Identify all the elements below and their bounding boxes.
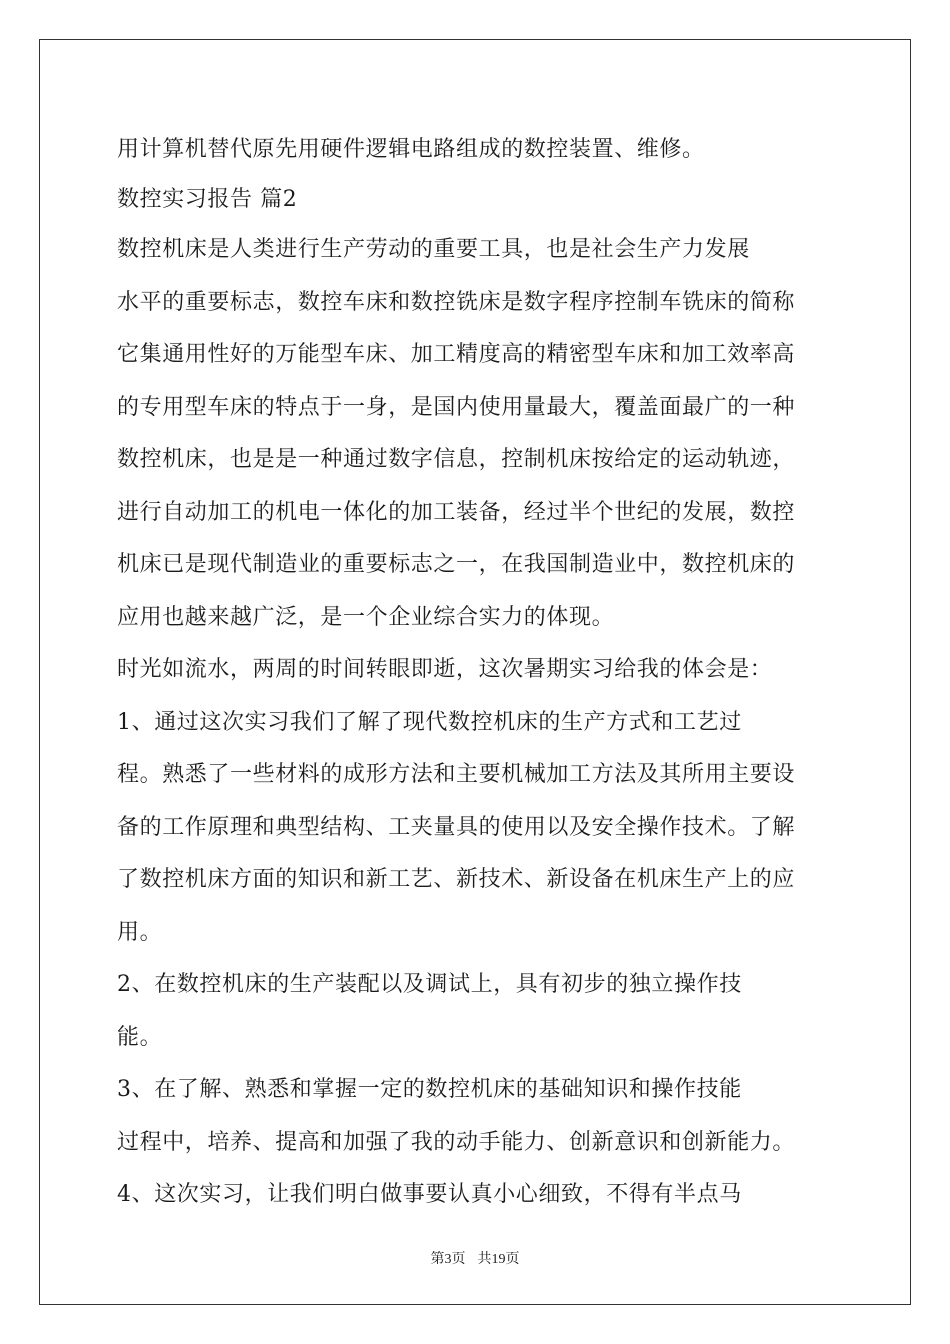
page-footer [0, 1248, 950, 1268]
text-line: 数控机床，也是是一种通过数字信息，控制机床按给定的运动轨迹， [117, 447, 796, 472]
text-line: 时光如流水，两周的时间转眼即逝，这次暑期实习给我的体会是： [117, 657, 773, 682]
text-line: 程。熟悉了一些材料的成形方法和主要机械加工方法及其所用主要设 [117, 762, 796, 787]
text-line: 备的工作原理和典型结构、工夹量具的使用以及安全操作技术。了解 [117, 815, 796, 840]
text-line: 机床已是现代制造业的重要标志之一，在我国制造业中，数控机床的 [117, 552, 796, 577]
text-line: 用计算机替代原先用硬件逻辑电路组成的数控装置、维修。 [117, 137, 705, 162]
text-line: 的专用型车床的特点于一身，是国内使用量最大，覆盖面最广的一种 [117, 395, 796, 420]
text-line: 应用也越来越广泛，是一个企业综合实力的体现。 [117, 605, 615, 630]
text-line: 它集通用性好的万能型车床、加工精度高的精密型车床和加工效率高 [117, 342, 796, 367]
text-line: 数控机床是人类进行生产劳动的重要工具，也是社会生产力发展 [117, 237, 750, 262]
page-number: 第3页 [430, 1252, 466, 1267]
text-line: 4、这次实习，让我们明白做事要认真小心细致，不得有半点马 [117, 1182, 742, 1207]
section-heading: 数控实习报告 篇2 [117, 187, 298, 212]
page-total: 共19页 [477, 1252, 520, 1267]
text-line: 水平的重要标志，数控车床和数控铣床是数字程序控制车铣床的简称 [117, 290, 796, 315]
text-line: 用。 [117, 920, 163, 945]
text-line: 了数控机床方面的知识和新工艺、新技术、新设备在机床生产上的应 [117, 867, 796, 892]
text-line: 过程中，培养、提高和加强了我的动手能力、创新意识和创新能力。 [117, 1130, 796, 1155]
text-line: 1、通过这次实习我们了解了现代数控机床的生产方式和工艺过 [117, 710, 742, 735]
text-line: 能。 [117, 1025, 163, 1050]
text-line: 3、在了解、熟悉和掌握一定的数控机床的基础知识和操作技能 [117, 1077, 742, 1102]
text-line: 进行自动加工的机电一体化的加工装备，经过半个世纪的发展，数控 [117, 500, 796, 525]
text-line: 2、在数控机床的生产装配以及调试上，具有初步的独立操作技 [117, 972, 742, 997]
